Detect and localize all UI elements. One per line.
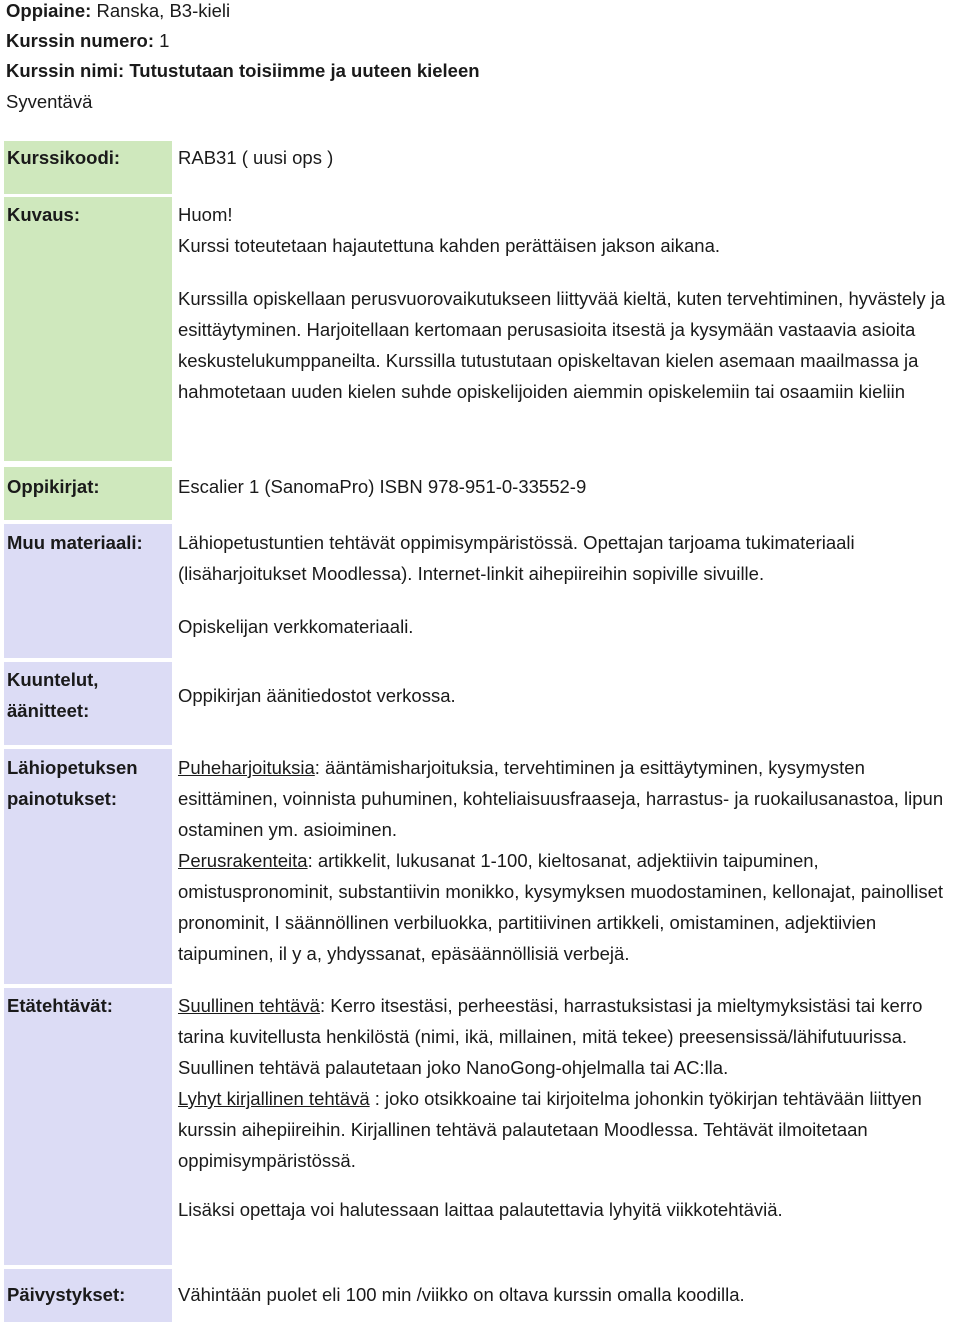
distance-weekly-tasks: Lisäksi opettaja voi halutessaan laittaa palautettavia lyhyitä viikkotehtäviä. — [178, 1199, 783, 1220]
description-line2: Kurssi toteutetaan hajautettuna kahden perättäisen jakson aikana. — [178, 235, 721, 256]
row-office-hours — [0, 1269, 960, 1322]
description-line1: Huom! — [178, 204, 233, 225]
office-hours-label: Päivystykset: — [4, 1269, 172, 1322]
row-textbooks — [0, 467, 960, 520]
course-name-value: Tutustutaan toisiimme ja uuteen kieleen — [129, 60, 480, 81]
focus-structures-text: : artikkelit, lukusanat 1-100, kieltosanat, adjektiivin taipuminen, omistuspronominit, substantiivin monikko, kysymyksen muodostaminen, kellonajat, painolliset pronominit, I säännöllinen verbiluokka, partitiivinen artikkeli, omistaminen, adjektiivien taipuminen, il y a, yhdyssanat, epäsäännöllisiä verbejä. — [178, 850, 944, 964]
focus-structures-heading: Perusrakenteita — [178, 850, 308, 871]
distance-oral-task — [178, 990, 958, 1083]
row-other-materials — [0, 524, 960, 658]
course-code-label: Kurssikoodi: — [4, 141, 172, 194]
focus-structures — [178, 845, 958, 969]
listening-label: Kuuntelut, äänitteet: — [4, 662, 172, 745]
other-materials-para1: Lähiopetustuntien tehtävät oppimisympäristössä. Opettajan tarjoama tukimateriaali (lisäharjoitukset Moodlessa). Internet-linkit aihepiireihin sopiville sivuille. — [178, 532, 855, 584]
office-hours-value: Vähintään puolet eli 100 min /viikko on oltava kurssin omalla koodilla. — [178, 1284, 745, 1305]
header-course-name — [6, 60, 480, 82]
focus-speech-text: : ääntämisharjoituksia, tervehtiminen ja esittäytyminen, kysymysten esittäminen, voinnista puhuminen, kohteliaisuusfraaseja, harrastus- ja ruokailusanastoa, lipun ostaminen ym. asioiminen. — [178, 757, 944, 840]
distance-written-task — [178, 1083, 958, 1176]
distance-tasks-label: Etätehtävät: — [4, 988, 172, 1265]
course-name-key: Kurssin nimi: — [6, 60, 125, 81]
subject-key: Oppiaine: — [6, 0, 92, 21]
other-materials-label: Muu materiaali: — [4, 524, 172, 658]
description-paragraph: Kurssilla opiskellaan perusvuorovaikutukseen liittyvää kieltä, kuten tervehtiminen, hyvästely ja esittäytyminen. Harjoitellaan kertomaan perusasioita itsestä ja kysymään vastaavia asioita keskustelukumppaneilta. Kurssilla tutustutaan opiskeltavan kielen asemaan maailmassa ja hahmotetaan uuden kielen suhde opiskelijoiden aiemmin opiskelemiin tai osaamiin kieliin — [178, 288, 946, 402]
focus-label: Lähiopetuksen painotukset: — [4, 749, 172, 984]
focus-speech — [178, 752, 958, 845]
focus-speech-heading: Puheharjoituksia — [178, 757, 315, 778]
course-number-key: Kurssin numero: — [6, 30, 155, 51]
row-course-code — [0, 141, 960, 194]
subject-value: Ranska, B3-kieli — [96, 0, 231, 21]
row-distance-tasks — [0, 988, 960, 1265]
written-task-heading: Lyhyt kirjallinen tehtävä — [178, 1088, 370, 1109]
course-code-value: RAB31 ( uusi ops ) — [178, 147, 334, 168]
row-listening — [0, 662, 960, 745]
listening-value: Oppikirjan äänitiedostot verkossa. — [178, 685, 456, 706]
written-task-text: : joko otsikkoaine tai kirjoitelma johonkin työkirjan tehtävään liittyen kurssin aihepiireihin. Kirjallinen tehtävä palautetaan Moodlessa. Tehtävät ilmoitetaan oppimisympäristössä. — [178, 1088, 922, 1171]
header-level: Syventävä — [6, 91, 93, 112]
course-number-value: 1 — [159, 30, 170, 51]
textbooks-value: Escalier 1 (SanomaPro) ISBN 978-951-0-33552-9 — [178, 476, 587, 497]
header-course-number — [6, 30, 169, 52]
textbooks-label: Oppikirjat: — [4, 467, 172, 520]
description-label: Kuvaus: — [4, 197, 172, 461]
header-subject — [6, 0, 230, 22]
other-materials-para2: Opiskelijan verkkomateriaali. — [178, 616, 414, 637]
row-focus — [0, 749, 960, 984]
row-description — [0, 197, 960, 461]
oral-task-text: : Kerro itsestäsi, perheestäsi, harrastuksistasi ja mieltymyksistäsi tai kerro tarina kuvitellusta henkilöstä (nimi, ikä, millainen, mitä tekee) preesensissä/lähifutuurissa. Suullinen tehtävä palautetaan joko NanoGong-ohjelmalla tai AC:lla. — [178, 995, 923, 1078]
oral-task-heading: Suullinen tehtävä — [178, 995, 320, 1016]
